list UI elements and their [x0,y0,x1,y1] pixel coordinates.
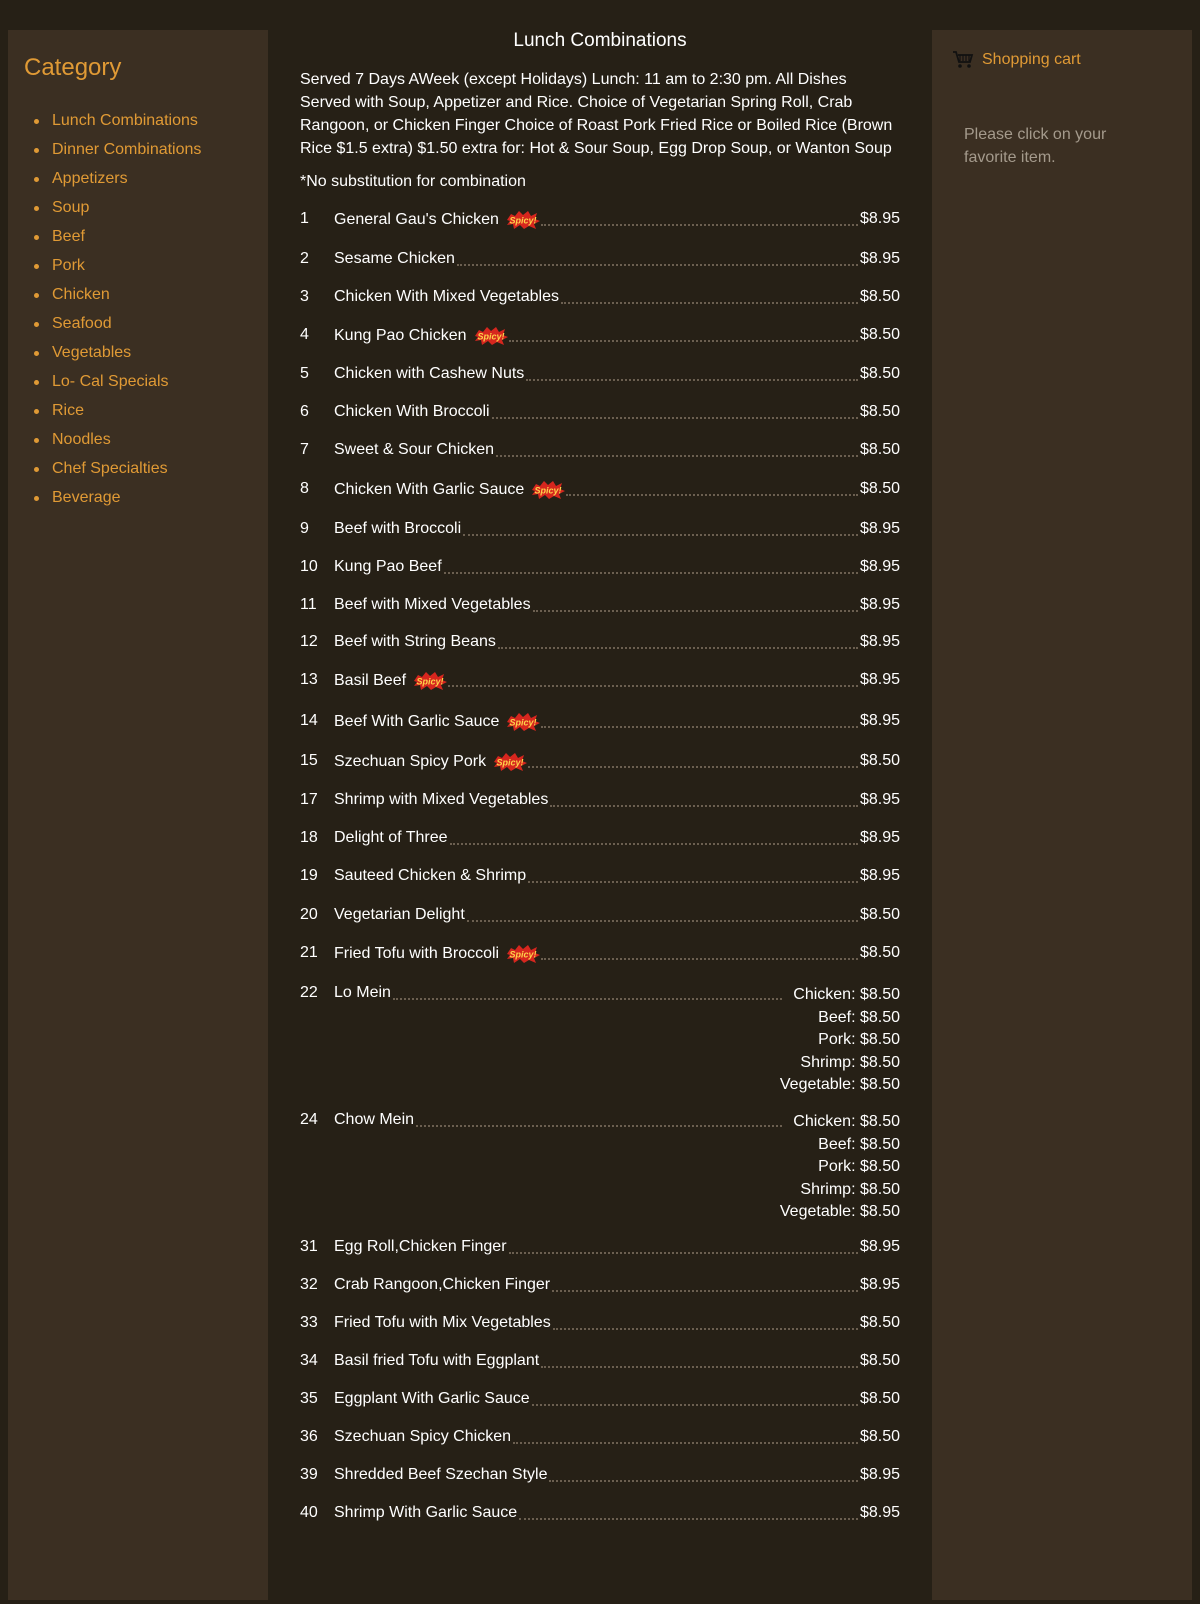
svg-text:Spicy!: Spicy! [477,331,505,342]
menu-item-name-text: Basil Beef [334,672,407,690]
dot-leader [457,264,858,266]
category-link[interactable]: Lunch Combinations [52,112,198,129]
menu-item-number: 12 [300,633,318,650]
dot-leader [416,1125,782,1127]
menu-item-name[interactable] [334,906,465,924]
menu-item-option-price[interactable]: Vegetable: $8.50 [779,1203,900,1221]
menu-item-name-text: Shrimp with Mixed Vegetables [334,791,549,808]
dot-leader [541,726,858,728]
menu-note: *No substitution for combination [300,173,526,190]
category-link[interactable]: Vegetables [52,344,132,361]
menu-item-price: $8.95 [859,250,900,267]
dot-leader [519,1518,858,1520]
menu-item-name[interactable] [334,1504,517,1522]
menu-item-name-text: Beef With Garlic Sauce [334,713,500,731]
menu-item-name-text: Chicken With Mixed Vegetables [334,288,559,305]
svg-text:Spicy!: Spicy! [509,949,537,960]
category-item[interactable] [24,338,201,367]
dot-leader [549,1480,858,1482]
menu-item-price: $8.50 [859,441,900,458]
spicy-badge-icon [505,210,539,230]
dot-leader [552,1290,858,1292]
dot-leader [533,610,858,612]
menu-item-name-text: Fried Tofu with Broccoli [334,945,500,963]
menu-item-number: 19 [300,867,318,884]
menu-item-name[interactable] [334,596,531,614]
category-list [24,106,201,512]
menu-item-number: 8 [300,480,309,497]
dot-leader [509,340,858,342]
menu-item-number: 20 [300,906,318,923]
menu-item-price: $8.50 [859,1390,900,1407]
category-title: Category [24,54,122,81]
menu-item-name-text: Shrimp With Garlic Sauce [334,1504,518,1521]
menu-item-number: 17 [300,791,318,808]
menu-item-name[interactable] [334,250,455,268]
menu-item-name[interactable] [334,1390,530,1408]
dot-leader [561,302,858,304]
menu-description: Served 7 Days AWeek (except Holidays) Lunch: 11 am to 2:30 pm. All Dishes Served with Soup, Appetizer and Rice. Choice of Vegetarian Spring Roll, Crab Rangoon, or Chicken Finger Choice of Roast Pork Fried Rice or Boiled Rice (Brown Rice $1.5 extra) $1.50 extra for: Hot & Sour Soup, Egg Drop Soup, or Wanton Soup [300,71,893,157]
menu-item-option-price[interactable]: Shrimp: $8.50 [800,1180,900,1198]
dot-leader [526,379,858,381]
menu-item-name[interactable] [334,480,564,500]
menu-item-name-text: Delight of Three [334,829,448,846]
menu-item-name-text: Eggplant With Garlic Sauce [334,1390,530,1407]
menu-item-name[interactable] [334,633,496,651]
menu-item-name-text: Beef with Mixed Vegetables [334,596,531,613]
menu-item-price: $8.50 [859,906,900,923]
cart-hint: Please click on your favorite item. [964,126,1107,166]
menu-item-price: $8.95 [859,791,900,808]
menu-item-price: $8.50 [859,1352,900,1369]
dot-leader [509,1252,858,1254]
category-item[interactable] [24,135,201,164]
dot-leader [541,1366,858,1368]
category-item[interactable] [24,280,201,309]
menu-item-number: 18 [300,829,318,846]
dot-leader [550,805,858,807]
spicy-badge-icon [492,752,526,772]
menu-item-price: $8.50 [859,1428,900,1445]
dot-leader [450,843,858,845]
menu-item-number: 33 [300,1314,318,1331]
category-item[interactable] [24,309,201,338]
menu-item-name-text: General Gau's Chicken [334,211,499,229]
menu-item-name-text: Sesame Chicken [334,250,455,267]
category-sidebar [8,30,268,1600]
menu-item-name[interactable] [334,1466,547,1484]
menu-item-options [780,984,900,1097]
category-link[interactable]: Noodles [52,431,111,448]
menu-item-name-text: Chicken with Cashew Nuts [334,365,525,382]
menu-item-price: $8.95 [859,633,900,650]
category-link[interactable]: Chef Specialties [52,460,168,477]
dot-leader [541,224,858,226]
menu-item-price: $8.50 [859,944,900,961]
category-link[interactable]: Soup [52,199,90,216]
menu-item-option-price[interactable]: Beef: $8.50 [818,1008,900,1026]
category-item[interactable] [24,193,201,222]
dot-leader [444,572,858,574]
menu-item-name[interactable] [334,791,548,809]
menu-item-name[interactable] [334,288,559,306]
category-item[interactable] [24,106,201,135]
menu-item-price: $8.95 [859,520,900,537]
category-link[interactable]: Rice [52,402,85,419]
page-title: Lunch Combinations [513,30,687,51]
menu-item-name[interactable] [334,558,442,576]
menu-item-name-text: Fried Tofu with Mix Vegetables [334,1314,551,1331]
menu-item-number: 21 [300,944,318,961]
menu-item-price: $8.95 [859,1504,900,1521]
menu-item-price: $8.95 [859,867,900,884]
menu-item-price: $8.50 [859,752,900,769]
menu-item-number: 11 [300,596,317,613]
menu-item-number: 9 [300,520,309,537]
menu-item-number: 14 [300,712,318,729]
menu-panel [268,0,932,1604]
menu-item-option-price[interactable]: Chicken: $8.50 [793,986,900,1003]
menu-item-number: 35 [300,1390,318,1407]
dot-leader [513,1442,858,1444]
category-item[interactable] [24,454,201,483]
dot-leader [532,1404,858,1406]
menu-item-price: $8.95 [859,829,900,846]
menu-item-name[interactable] [334,671,446,691]
menu-item-name[interactable] [334,326,507,346]
category-link[interactable]: Chicken [52,286,110,303]
svg-text:Spicy!: Spicy! [509,717,537,728]
dot-leader [467,920,858,922]
menu-item-name[interactable] [334,1428,511,1446]
menu-item-options [780,1111,900,1224]
menu-item-number: 4 [300,326,309,343]
dot-leader [496,455,858,457]
menu-item-name[interactable] [334,403,490,421]
menu-item-name-text: Sweet & Sour Chicken [334,441,495,458]
spicy-badge-icon [505,944,539,964]
menu-item-name-text: Kung Pao Beef [334,558,442,575]
dot-leader [553,1328,858,1330]
menu-item-name[interactable] [334,441,494,459]
dot-leader [492,417,858,419]
category-item[interactable] [24,483,201,512]
category-link[interactable]: Beverage [52,489,121,506]
menu-item-option-price[interactable]: Beef: $8.50 [818,1135,900,1153]
menu-item-number: 10 [300,558,318,575]
menu-item-price: $8.95 [859,1466,900,1483]
menu-item-option-price[interactable]: Pork: $8.50 [818,1158,900,1176]
dot-leader [463,534,858,536]
menu-item-price: $8.95 [859,1238,900,1255]
dot-leader [393,998,782,1000]
menu-item-option-price[interactable]: Pork: $8.50 [818,1031,900,1049]
menu-item-name[interactable] [334,944,539,964]
category-link[interactable]: Lo- Cal Specials [52,373,169,390]
menu-item-option-price[interactable]: Shrimp: $8.50 [800,1053,900,1071]
shopping-cart-icon [952,50,974,70]
shopping-cart-label: Shopping cart [982,51,1081,68]
menu-item-name-text: Beef with Broccoli [334,520,462,537]
shopping-cart-panel [932,30,1192,1600]
menu-item-name[interactable] [334,1352,539,1370]
dot-leader [448,685,858,687]
menu-item-name[interactable] [334,1314,551,1332]
menu-item-name-text: Egg Roll,Chicken Finger [334,1238,507,1255]
menu-item-number: 2 [300,250,309,267]
category-link[interactable]: Seafood [52,315,112,332]
menu-item-price: $8.95 [859,671,900,688]
menu-item-name[interactable] [334,867,526,885]
menu-item-number: 3 [300,288,309,305]
svg-text:Spicy!: Spicy! [496,757,524,768]
menu-item-name[interactable] [334,1238,507,1256]
menu-item-name[interactable] [334,520,461,538]
menu-item-price: $8.50 [859,365,900,382]
menu-item-price: $8.95 [859,210,900,227]
category-item[interactable] [24,222,201,251]
menu-item-name-text: Lo Mein [334,984,391,1001]
menu-item-name[interactable] [334,984,391,1002]
spicy-badge-icon [412,671,446,691]
menu-item-name-text: Shredded Beef Szechan Style [334,1466,548,1483]
category-item[interactable] [24,251,201,280]
menu-item-name[interactable] [334,1276,550,1294]
menu-item-name[interactable] [334,752,526,772]
menu-item-name[interactable] [334,829,448,847]
svg-text:Spicy!: Spicy! [534,485,562,496]
menu-item-price: $8.50 [859,480,900,497]
menu-item-name-text: Szechuan Spicy Chicken [334,1428,511,1445]
menu-item-number: 39 [300,1466,318,1483]
menu-item-price: $8.50 [859,326,900,343]
menu-item-name-text: Kung Pao Chicken [334,327,467,345]
dot-leader [528,881,858,883]
menu-item-number: 7 [300,441,309,458]
dot-leader [498,647,858,649]
menu-item-price: $8.50 [859,1314,900,1331]
dot-leader [566,494,858,496]
menu-item-number: 31 [300,1238,318,1255]
category-link[interactable]: Dinner Combinations [52,141,202,158]
spicy-badge-icon [530,480,564,500]
category-item[interactable] [24,396,201,425]
menu-item-option-price[interactable]: Chicken: $8.50 [793,1113,900,1130]
menu-item-name-text: Basil fried Tofu with Eggplant [334,1352,540,1369]
menu-item-number: 40 [300,1504,318,1521]
menu-item-name-text: Chicken With Garlic Sauce [334,481,525,499]
menu-item-price: $8.95 [859,1276,900,1293]
menu-item-number: 13 [300,671,318,688]
dot-leader [541,958,858,960]
menu-item-price: $8.50 [859,403,900,420]
menu-item-name-text: Crab Rangoon,Chicken Finger [334,1276,551,1293]
category-item[interactable] [24,425,201,454]
menu-item-name[interactable] [334,1111,414,1129]
menu-item-name[interactable] [334,712,539,732]
menu-item-number: 1 [300,210,309,227]
menu-item-name-text: Chow Mein [334,1111,415,1128]
dot-leader [528,766,858,768]
menu-item-number: 32 [300,1276,318,1293]
category-link[interactable]: Pork [52,257,85,274]
svg-text:Spicy!: Spicy! [509,215,537,226]
menu-item-name-text: Szechuan Spicy Pork [334,753,487,771]
menu-item-number: 6 [300,403,309,420]
spicy-badge-icon [505,712,539,732]
menu-item-price: $8.50 [859,288,900,305]
svg-text:Spicy!: Spicy! [416,676,444,687]
menu-item-name-text: Sauteed Chicken & Shrimp [334,867,527,884]
category-item[interactable] [24,367,201,396]
menu-item-number: 22 [300,984,318,1001]
menu-item-name[interactable] [334,210,539,230]
category-item[interactable] [24,164,201,193]
category-link[interactable]: Appetizers [52,170,128,187]
menu-item-number: 24 [300,1111,318,1128]
menu-item-name-text: Chicken With Broccoli [334,403,490,420]
menu-item-number: 36 [300,1428,318,1445]
shopping-cart-link[interactable] [952,50,1081,70]
menu-item-name-text: Beef with String Beans [334,633,496,650]
menu-item-name[interactable] [334,365,524,383]
spicy-badge-icon [473,326,507,346]
menu-item-name-text: Vegetarian Delight [334,906,465,923]
menu-item-number: 15 [300,752,318,769]
menu-item-price: $8.95 [859,596,900,613]
menu-item-price: $8.95 [859,558,900,575]
menu-item-number: 5 [300,365,309,382]
menu-item-number: 34 [300,1352,318,1369]
category-link[interactable]: Beef [52,228,85,245]
menu-item-price: $8.95 [859,712,900,729]
menu-item-option-price[interactable]: Vegetable: $8.50 [779,1076,900,1094]
